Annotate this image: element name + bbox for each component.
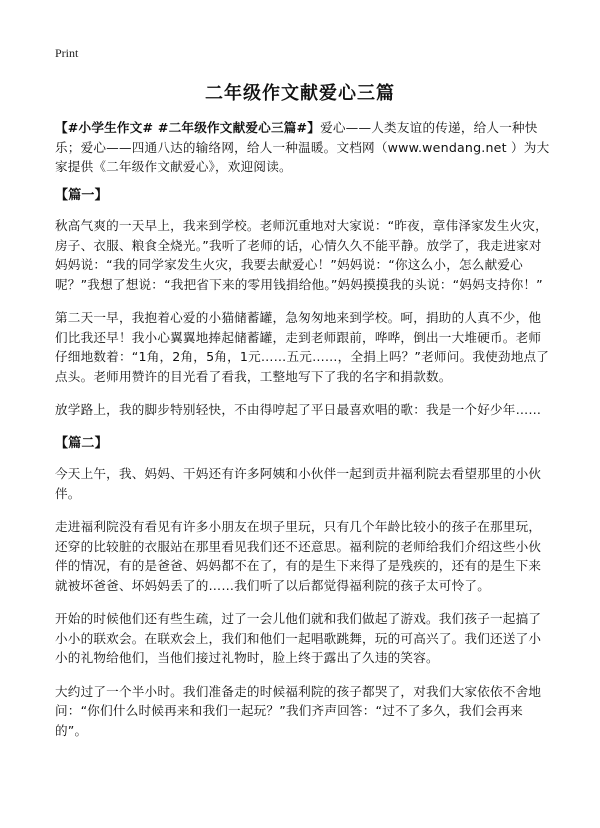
paragraph: 秋高气爽的一天早上，我来到学校。老师沉重地对大家说：“昨夜，章伟泽家发生火灾，房子、衣服、粮食全烧光。”我听了老师的话，心情久久不能平静。放学了，我走进家对妈妈说：“我的同学家发生火灾，我要去献爱心！”妈妈说：“你这么小，怎么献爱心呢？”我想了想说：“我把省下来的零用钱捐给他。”妈妈摸摸我的头说：“妈妈支持你！” (55, 218, 548, 292)
paragraph: 今天上午，我、妈妈、干妈还有许多阿姨和小伙伴一起到贡井福利院去看望那里的小伙伴。 (55, 466, 542, 501)
paragraph: 放学路上，我的脚步特别轻快，不由得哼起了平日最喜欢唱的歌：我是一个好少年…… (55, 402, 542, 417)
paragraph: 大约过了一个半小时。我们准备走的时候福利院的孩子都哭了，对我们大家依依不舍地问：“你们什么时候再来和我们一起玩？”我们齐声回答：“过不了多久，我们会再来的”。 (55, 683, 542, 738)
document-body (55, 118, 550, 746)
section-heading-1: 【篇一】 (55, 187, 108, 203)
paragraph: 走进福利院没有看见有许多小朋友在坝子里玩，只有几个年龄比较小的孩子在那里玩，还穿的比较脏的衣服站在那里看见我们还不还意思。福利院的老师给我们介绍这些小伙伴的情况，有的是爸爸、妈妈都不在了，有的是生下来得了是残疾的，还有的是生下来就被坏爸爸、坏妈妈丢了的……我们听了以后都觉得福利院的孩子太可怜了。 (55, 519, 542, 593)
print-label: Print (55, 46, 79, 60)
page-title: 二年级作文献爱心三篇 (205, 83, 395, 104)
paragraph: 开始的时候他们还有些生疏，过了一会儿他们就和我们做起了游戏。我们孩子一起搞了小小的联欢会。在联欢会上，我们和他们一起唱歌跳舞，玩的可高兴了。我们还送了小小的礼物给他们，当他们接过礼物时，脸上终于露出了久违的笑容。 (55, 611, 542, 665)
intro-tags: 【#小学生作文# #二年级作文献爱心三篇#】 (55, 120, 321, 135)
intro-text: 爱心——人类友谊的传递，给人一种快乐；爱心——四通八达的输络网，给人一种温暖。文档网（www.wendang.net ）为大家提供《二年级作文献爱心》，欢迎阅读。 (55, 120, 550, 174)
paragraph: 第二天一早，我抱着心爱的小猫储蓄罐，急匆匆地来到学校。呵，捐助的人真不少，他们比我还早！我小心翼翼地捧起储蓄罐，走到老师跟前，哗哗，倒出一大堆硬币。老师仔细地数着：“1角，2角，5角，1元……五元……，全捐上吗？”老师问。我使劲地点了点头。老师用赞许的目光看了看我，工整地写下了我的名字和捐款数。 (55, 310, 550, 384)
intro-paragraph (55, 118, 550, 177)
section-heading-2: 【篇二】 (55, 435, 108, 451)
